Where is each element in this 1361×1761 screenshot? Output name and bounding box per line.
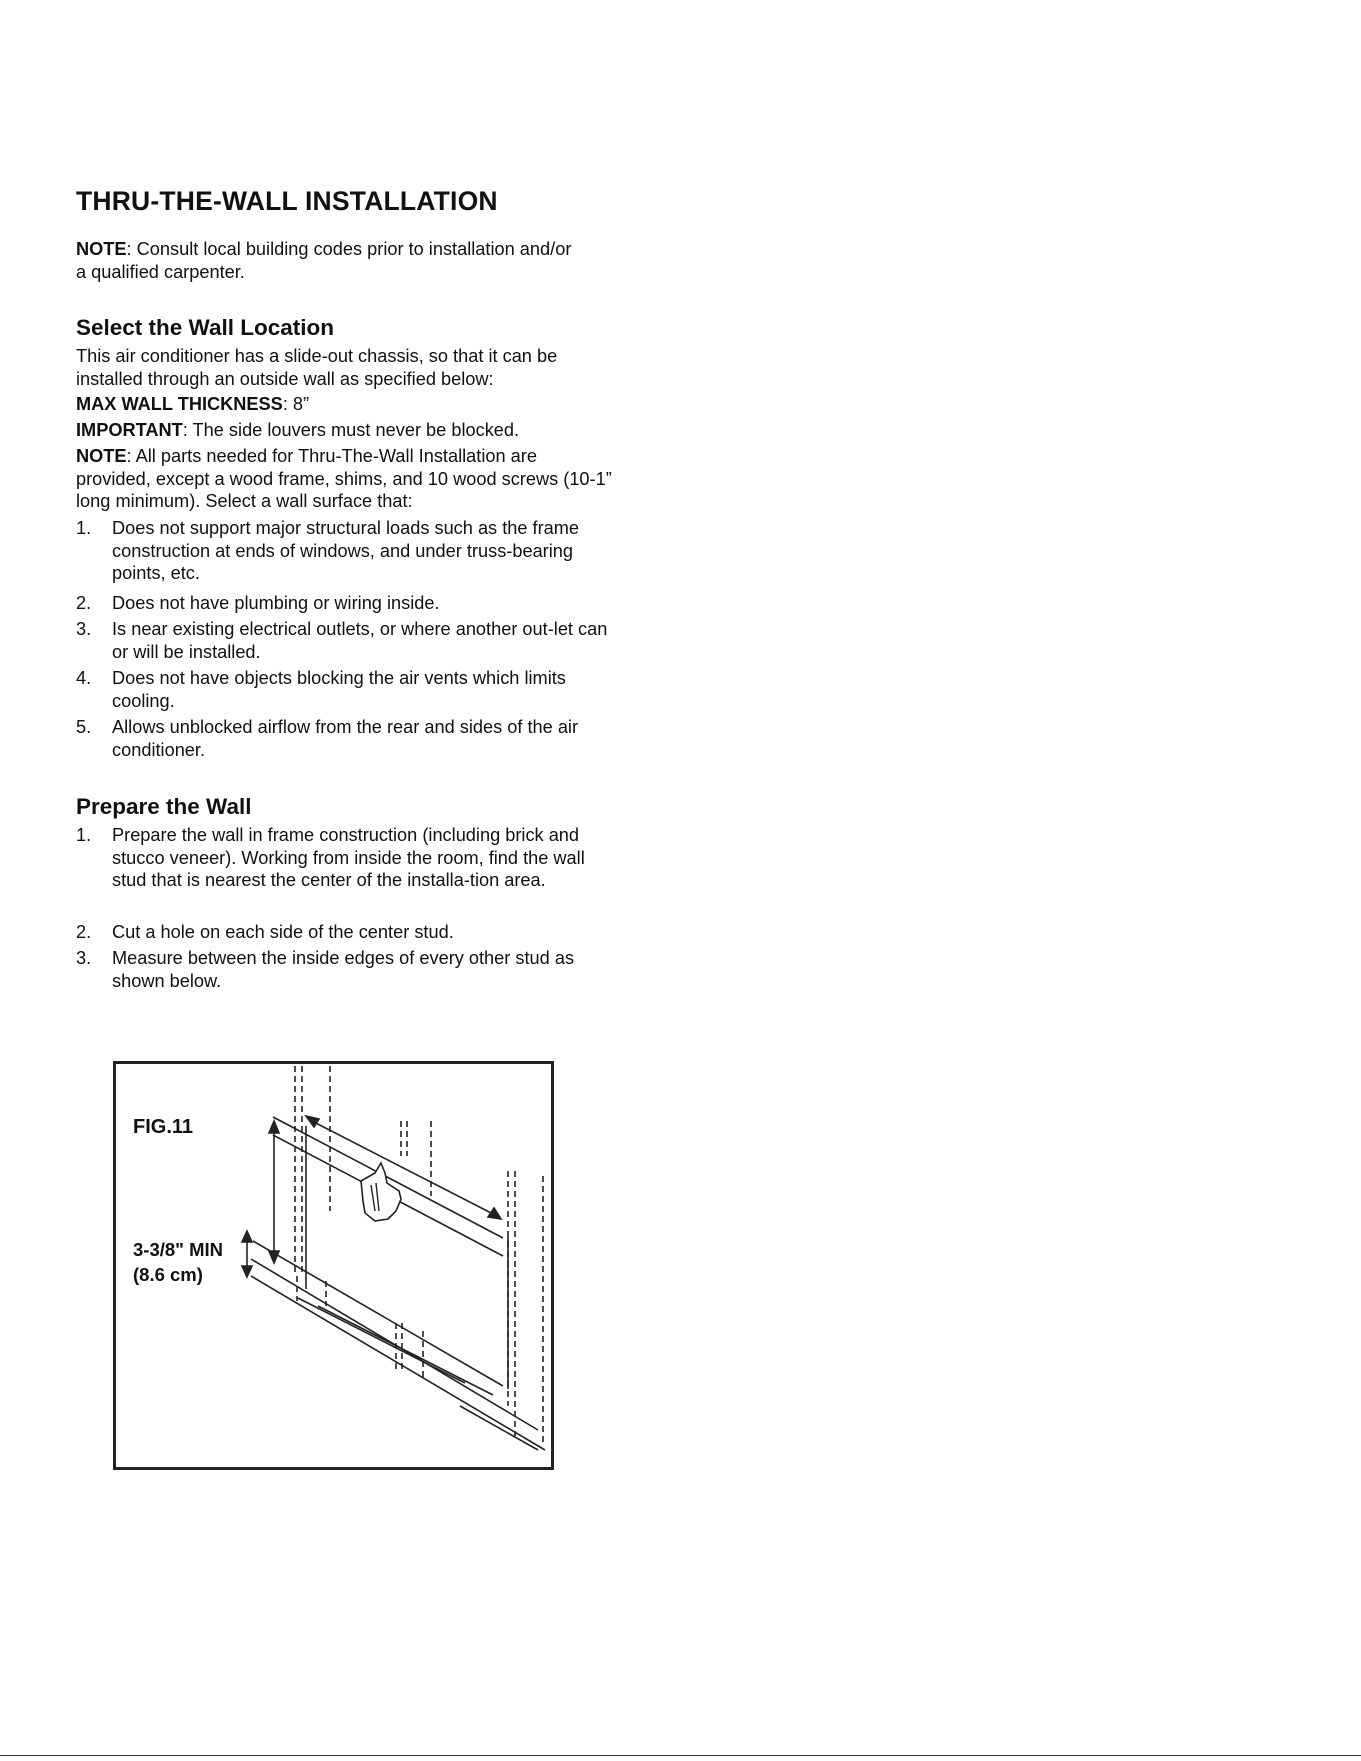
- wall-location-intro: This air conditioner has a slide-out chassis, so that it can be installed through an outside wall as specified below:: [76, 346, 558, 389]
- section-heading-wall-location: Select the Wall Location: [76, 315, 334, 340]
- dimension-label-inches: 3-3/8" MIN: [133, 1239, 223, 1260]
- note-label: NOTE: [76, 239, 127, 259]
- figure-label: FIG.11: [133, 1116, 194, 1138]
- note-paragraph: [76, 238, 576, 283]
- parts-note: [76, 445, 616, 513]
- important-note: [76, 419, 616, 442]
- note-text: : Consult local building codes prior to installation and/or a qualified carpenter.: [76, 239, 572, 282]
- important-label: IMPORTANT: [76, 420, 183, 440]
- parts-note-text: : All parts needed for Thru-The-Wall Installation are provided, except a wood frame, shims, and 10 wood screws (10-1” long minimum). Select a wall surface that:: [76, 446, 612, 511]
- page-bottom-rule: [0, 1755, 1361, 1756]
- important-text: : The side louvers must never be blocked.: [182, 420, 520, 440]
- section-heading-prepare-wall: Prepare the Wall: [76, 794, 252, 819]
- page-title: THRU-THE-WALL INSTALLATION: [76, 186, 498, 216]
- max-text: : 8”: [282, 394, 310, 414]
- max-label: MAX WALL THICKNESS: [76, 394, 283, 414]
- parts-note-label: NOTE: [76, 446, 127, 466]
- max-wall-thickness: [76, 393, 616, 416]
- figure-11: [113, 1061, 554, 1470]
- dimension-label-cm: (8.6 cm): [133, 1264, 203, 1285]
